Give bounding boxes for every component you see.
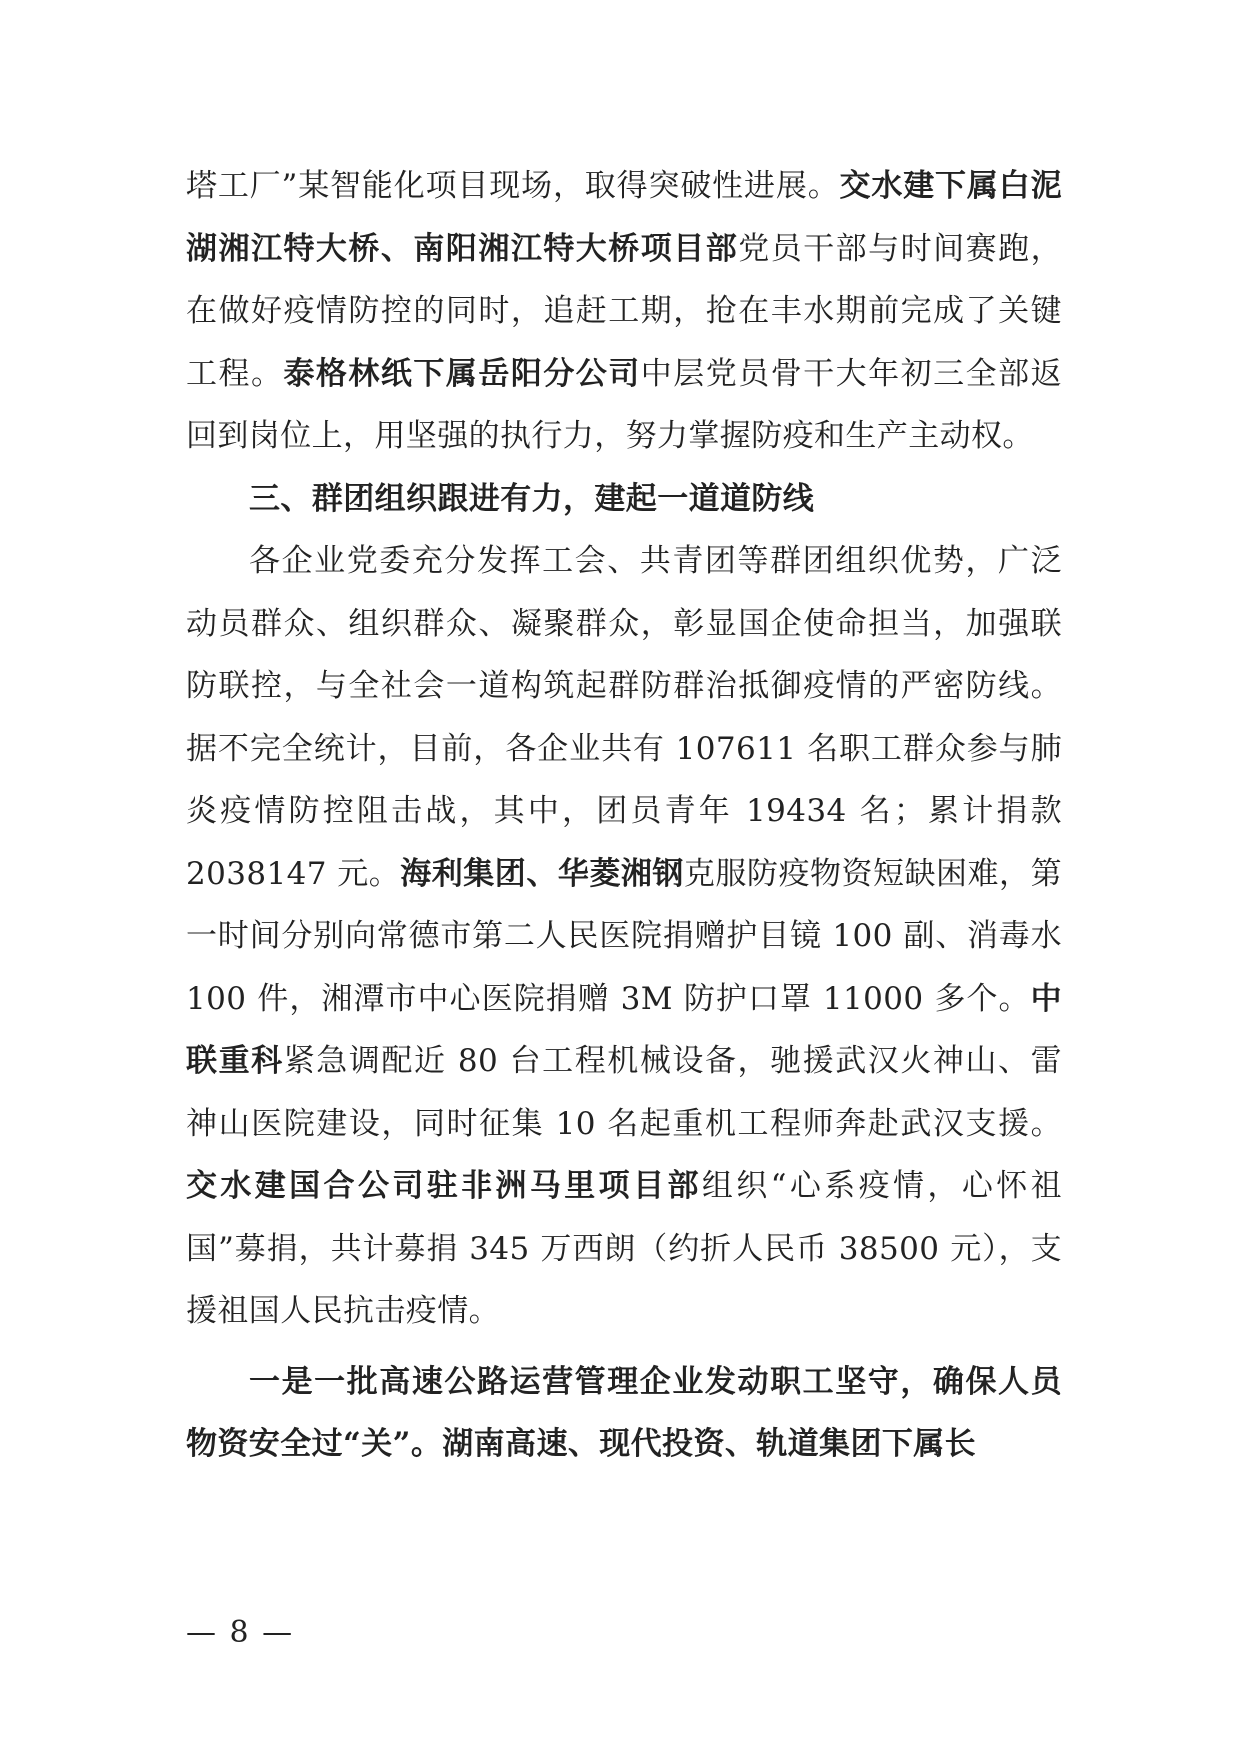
page-number: — 8 — — [186, 1615, 295, 1650]
bold-text-run: 交水建下属白泥湖湘江特大桥、南阳湘江特大桥项目部 — [186, 168, 1062, 267]
text-run: 克服防疫物资短缺困难，第一时间分别向常德市第二人民医院捐赠护目镜 100 副、消毒水 100 件，湘潭市中心医院捐赠 3M 防护口罩 11000 多个。 — [186, 855, 1062, 1017]
bold-text-run: 中联重科 — [186, 980, 1062, 1079]
bold-text-run: 泰格林纸下属岳阳分公司 — [283, 355, 641, 392]
bold-text-run: 三、群团组织跟进有力，建起一道道防线 — [249, 480, 815, 517]
document-body — [186, 155, 1062, 1476]
body-paragraph — [186, 155, 1062, 468]
body-paragraph — [186, 530, 1062, 1343]
section-heading — [186, 468, 1062, 531]
text-run: 组织“心系疫情，心怀祖国”募捐，共计募捐 345 万西朗（约折人民币 38500 元），支援祖国人民抗击疫情。 — [186, 1168, 1063, 1329]
text-run: 紧急调配近 80 台工程机械设备，驰援武汉火神山、雷神山医院建设，同时征集 10 名起重机工程师奔赴武汉支援。 — [186, 1043, 1063, 1142]
bold-text-run: 海利集团、华菱湘钢 — [400, 855, 684, 892]
text-run: 塔工厂”某智能化项目现场，取得突破性进展。 — [186, 168, 840, 204]
bold-text-run: 一是一批高速公路运营管理企业发动职工坚守，确保人员物资安全过“关”。湖南高速、现代投资、轨道集团下属长 — [186, 1363, 1062, 1462]
text-run: 各企业党委充分发挥工会、共青团等群团组织优势，广泛动员群众、组织群众、凝聚群众，彰显国企使命担当，加强联防联控，与全社会一道构筑起群防群治抵御疫情的严密防线。据不完全统计，目前，各企业共有 107611 名职工群众参与肺炎疫情防控阻击战，其中，团员青年 19434 名；累计捐款 2038147 元。 — [186, 543, 1062, 892]
bold-text-run: 交水建国合公司驻非洲马里项目部 — [186, 1168, 702, 1204]
text-run: 中层党员骨干大年初三全部返回到岗位上，用坚强的执行力，努力掌握防疫和生产主动权。 — [186, 355, 1062, 454]
body-paragraph — [186, 1351, 1062, 1476]
text-run: 党员干部与时间赛跑，在做好疫情防控的同时，追赶工期，抢在丰水期前完成了关键工程。 — [186, 230, 1062, 392]
